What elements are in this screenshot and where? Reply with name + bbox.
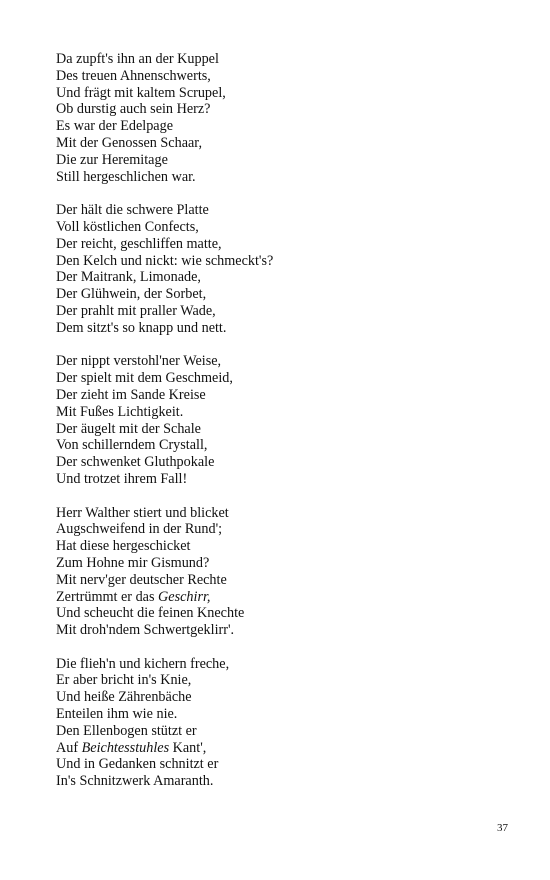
line-text: Von schillerndem Crystall, [56,437,208,454]
line-text: Die zur Heremitage [56,151,168,168]
poem-line [56,101,496,118]
stanza [56,353,496,487]
italic-text: Geschirr, [158,588,211,605]
poem-line [56,756,496,773]
line-text: Kant', [169,739,207,756]
poem-line [56,572,496,589]
line-text: Die flieh'n und kichern freche, [56,655,230,672]
line-text: Und frägt mit kaltem Scrupel, [56,84,226,101]
poem-line [56,706,496,723]
poem-line [56,656,496,673]
line-text: Still hergeschlichen war. [56,168,196,185]
poem-line [56,219,496,236]
stanza [56,656,496,790]
poem-line [56,236,496,253]
page-number: 37 [497,822,508,834]
italic-text: Beichtesstuhles [81,739,170,756]
line-text: Dem sitzt's so knapp und nett. [56,319,227,336]
line-text: Und scheucht die feinen Knechte [56,605,245,622]
line-text: Der prahlt mit praller Wade, [56,302,216,319]
poem-line [56,421,496,438]
poem-line [56,740,496,757]
line-text: Und in Gedanken schnitzt er [56,756,219,773]
line-text: Zertrümmt er das [56,588,159,605]
poem-line [56,672,496,689]
poem-line [56,169,496,186]
poem-line [56,387,496,404]
line-text: Auf [56,739,82,756]
line-text: Des treuen Ahnenschwerts, [56,67,211,84]
stanza [56,51,496,185]
poem-line [56,202,496,219]
line-text: Der nippt verstohl'ner Weise, [56,353,222,370]
poem-line [56,454,496,471]
line-text: Den Kelch und nickt: wie schmeckt's? [56,252,274,269]
line-text: Er aber bricht in's Knie, [56,672,192,689]
line-text: Ob durstig auch sein Herz? [56,101,211,118]
line-text: Da zupft's ihn an der Kuppel [56,51,219,67]
poem-line [56,320,496,337]
line-text: Der reicht, geschliffen matte, [56,235,222,252]
poem-line [56,269,496,286]
line-text: Mit Fußes Lichtigkeit. [56,403,184,420]
poem-line [56,135,496,152]
poem-line [56,404,496,421]
poem-line [56,68,496,85]
poem-line [56,689,496,706]
line-text: Voll köstlichen Confects, [56,218,199,235]
poem-line [56,253,496,270]
line-text: Mit nerv'ger deutscher Rechte [56,571,227,588]
line-text: Enteilen ihm wie nie. [56,706,178,723]
poem-line [56,353,496,370]
poem-line [56,370,496,387]
line-text: Zum Hohne mir Gismund? [56,554,210,571]
poem-line [56,505,496,522]
line-text: Mit droh'ndem Schwertgeklirr'. [56,622,235,639]
poem-line [56,521,496,538]
poem-line [56,437,496,454]
poem-line [56,589,496,606]
poem-line [56,773,496,790]
poem-line [56,152,496,169]
poem-line [56,51,496,68]
stanza [56,202,496,336]
poem-line [56,723,496,740]
line-text: Der äugelt mit der Schale [56,420,201,437]
poem-line [56,85,496,102]
line-text: Der spielt mit dem Geschmeid, [56,370,233,387]
stanza [56,505,496,639]
poem-line [56,303,496,320]
poem-line [56,555,496,572]
line-text: Und trotzet ihrem Fall! [56,470,188,487]
line-text: Den Ellenbogen stützt er [56,722,197,739]
poem-line [56,471,496,488]
line-text: Mit der Genossen Schaar, [56,134,202,151]
line-text: Augschweifend in der Rund'; [56,521,223,538]
poem-line [56,118,496,135]
poem-line [56,622,496,639]
line-text: Der Glühwein, der Sorbet, [56,286,207,303]
line-text: Der schwenket Gluthpokale [56,454,215,471]
poem-text [56,51,496,807]
poem-line [56,538,496,555]
line-text: Und heiße Zährenbäche [56,689,192,706]
line-text: Herr Walther stiert und blicket [56,504,229,521]
line-text: Der Maitrank, Limonade, [56,269,201,286]
line-text: Der zieht im Sande Kreise [56,386,206,403]
line-text: In's Schnitzwerk Amaranth. [56,773,214,790]
line-text: Es war der Edelpage [56,118,173,135]
line-text: Hat diese hergeschicket [56,538,191,555]
poem-line [56,605,496,622]
line-text: Der hält die schwere Platte [56,202,209,219]
poem-line [56,286,496,303]
